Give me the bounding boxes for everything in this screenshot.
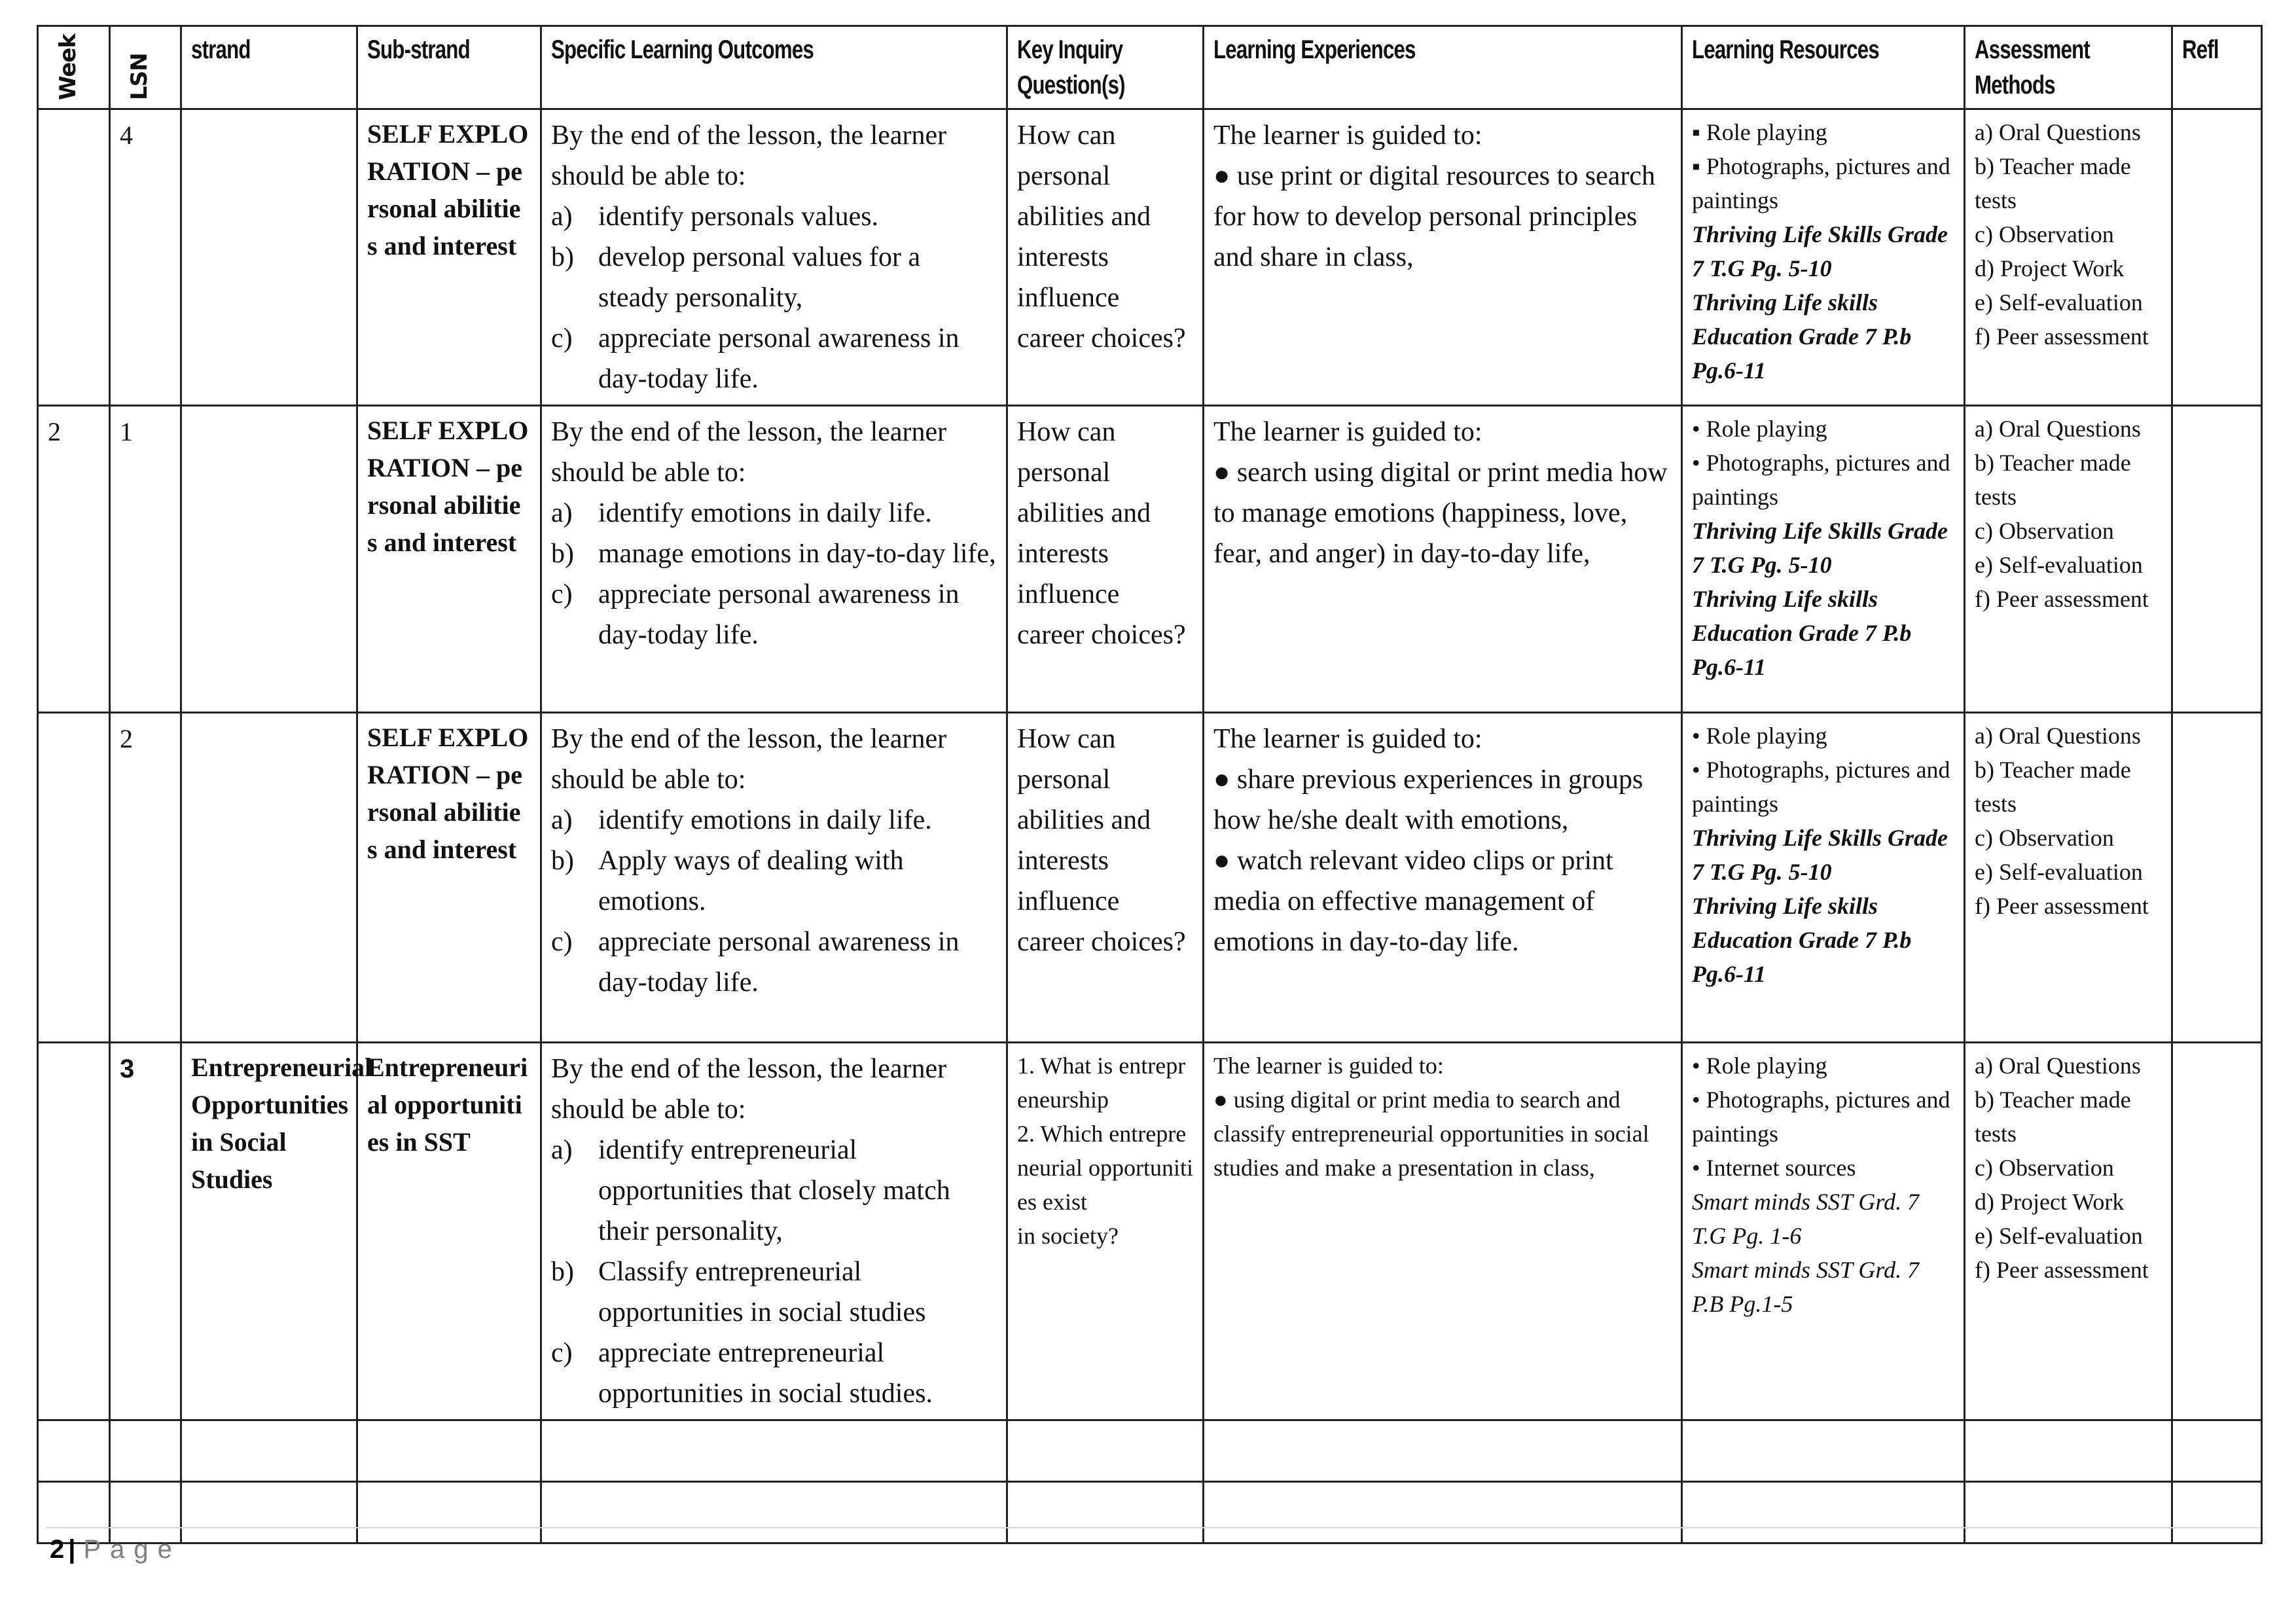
experiences-intro: The learner is guided to: bbox=[1213, 724, 1482, 754]
cell-strand bbox=[181, 713, 357, 1043]
week-value: 2 bbox=[48, 417, 61, 446]
resource-book: Smart minds SST Grd. 7 P.B Pg.1-5 bbox=[1692, 1257, 1920, 1317]
outcome-label: a) bbox=[551, 1135, 573, 1165]
header-lsn bbox=[110, 26, 181, 109]
header-lsn-label: LSN bbox=[126, 53, 152, 100]
cell-key-inquiry bbox=[1007, 406, 1204, 713]
outcome-text: identify entrepreneurial opportunities that closely match their personality, bbox=[598, 1135, 950, 1246]
cell-experiences bbox=[1204, 109, 1682, 406]
cell-sub-strand bbox=[357, 406, 541, 713]
empty-cell bbox=[181, 1420, 357, 1482]
outcome-label: b) bbox=[551, 846, 574, 876]
header-outcomes-label: Specific Learning Outcomes bbox=[551, 35, 814, 64]
header-reflection-label: Refl bbox=[2182, 35, 2219, 64]
assessment-item: b) Teacher made tests bbox=[1975, 450, 2131, 510]
empty-cell bbox=[1965, 1482, 2172, 1543]
empty-cell bbox=[181, 1482, 357, 1543]
cell-sub-strand bbox=[357, 713, 541, 1043]
outcome-item bbox=[551, 574, 997, 655]
header-assessment-label: Assessment Methods bbox=[1975, 35, 2090, 99]
assessment-item: a) Oral Questions bbox=[1975, 119, 2141, 145]
experiences-intro: The learner is guided to: bbox=[1213, 417, 1482, 447]
header-row bbox=[38, 26, 2262, 109]
cell-lsn bbox=[110, 1043, 181, 1420]
empty-cell bbox=[38, 1420, 110, 1482]
table-row bbox=[38, 109, 2262, 406]
table-row bbox=[38, 713, 2262, 1043]
resource-book: Smart minds SST Grd. 7 T.G Pg. 1-6 bbox=[1692, 1189, 1920, 1249]
empty-cell bbox=[110, 1482, 181, 1543]
outcomes-intro: By the end of the lesson, the learner should be able to: bbox=[551, 1054, 947, 1125]
assessment-item: c) Observation bbox=[1975, 518, 2114, 544]
outcome-text: identify emotions in daily life. bbox=[598, 498, 932, 528]
key-inquiry-text: How can personal abilities and interests influence career choices? bbox=[1017, 724, 1186, 957]
assessment-item: f) Peer assessment bbox=[1975, 323, 2149, 350]
empty-cell bbox=[1007, 1420, 1204, 1482]
resource-item: • Role playing bbox=[1692, 1053, 1827, 1079]
resource-item: • Role playing bbox=[1692, 416, 1827, 442]
empty-cell bbox=[38, 1482, 110, 1543]
resource-item: • Photographs, pictures and paintings bbox=[1692, 1087, 1950, 1147]
outcome-label: b) bbox=[551, 242, 574, 272]
outcome-item bbox=[551, 318, 997, 399]
header-resources bbox=[1682, 26, 1965, 109]
outcome-label: c) bbox=[551, 323, 573, 353]
empty-cell bbox=[541, 1482, 1007, 1543]
assessment-item: e) Self-evaluation bbox=[1975, 859, 2143, 885]
header-resources-label: Learning Resources bbox=[1692, 35, 1879, 64]
cell-assessment bbox=[1965, 406, 2172, 713]
header-assessment bbox=[1965, 26, 2172, 109]
cell-week bbox=[38, 109, 110, 406]
cell-outcomes bbox=[541, 713, 1007, 1043]
outcome-text: develop personal values for a steady personality, bbox=[598, 242, 921, 313]
resource-book: Thriving Life Skills Grade 7 T.G Pg. 5-10 bbox=[1692, 518, 1948, 578]
experience-item: ● search using digital or print media how to manage emotions (happiness, love, fear, and anger) in day-to-day life, bbox=[1213, 458, 1668, 569]
outcome-text: identify personals values. bbox=[598, 202, 879, 232]
outcome-text: manage emotions in day-to-day life, bbox=[598, 539, 996, 569]
outcome-item bbox=[551, 840, 997, 922]
header-sub-strand bbox=[357, 26, 541, 109]
cell-week bbox=[38, 1043, 110, 1420]
header-experiences bbox=[1204, 26, 1682, 109]
header-week bbox=[38, 26, 110, 109]
cell-reflection bbox=[2172, 1043, 2262, 1420]
header-outcomes bbox=[541, 26, 1007, 109]
key-inquiry-line: 1. What is entrepreneurship bbox=[1017, 1053, 1186, 1113]
page-label: Page bbox=[83, 1535, 181, 1564]
outcome-label: b) bbox=[551, 1257, 574, 1287]
cell-week bbox=[38, 713, 110, 1043]
cell-outcomes bbox=[541, 1043, 1007, 1420]
cell-strand bbox=[181, 1043, 372, 1420]
outcome-item bbox=[551, 1252, 997, 1333]
cell-assessment bbox=[1965, 109, 2172, 406]
assessment-item: e) Self-evaluation bbox=[1975, 552, 2143, 578]
cell-sub-strand bbox=[357, 1043, 541, 1420]
assessment-item: f) Peer assessment bbox=[1975, 586, 2149, 612]
table-row bbox=[38, 406, 2262, 713]
outcome-item bbox=[551, 1130, 997, 1252]
assessment-item: b) Teacher made tests bbox=[1975, 1087, 2131, 1147]
cell-week bbox=[38, 406, 110, 713]
outcome-item bbox=[551, 800, 997, 840]
outcome-item bbox=[551, 237, 997, 318]
resource-item: ▪ Role playing bbox=[1692, 119, 1827, 145]
experiences-intro: The learner is guided to: bbox=[1213, 120, 1482, 151]
cell-resources bbox=[1682, 406, 1965, 713]
cell-resources bbox=[1682, 1043, 1965, 1420]
empty-cell bbox=[357, 1420, 541, 1482]
empty-cell bbox=[1204, 1420, 1682, 1482]
empty-cell bbox=[1007, 1482, 1204, 1543]
resource-item: • Photographs, pictures and paintings bbox=[1692, 757, 1950, 817]
cell-strand bbox=[181, 109, 357, 406]
cell-assessment bbox=[1965, 1043, 2172, 1420]
cell-reflection bbox=[2172, 109, 2262, 406]
footer-divider bbox=[46, 1527, 2261, 1528]
cell-key-inquiry bbox=[1007, 109, 1204, 406]
cell-assessment bbox=[1965, 713, 2172, 1043]
experience-item: ● using digital or print media to search and classify entrepreneurial opportunities in social studies and make a presentation in class, bbox=[1213, 1087, 1649, 1181]
empty-cell bbox=[2172, 1420, 2262, 1482]
cell-experiences bbox=[1204, 1043, 1682, 1420]
strand-value: Entrepreneurial Opportunities in Social Studies bbox=[191, 1053, 372, 1194]
header-week-label: Week bbox=[54, 33, 81, 100]
page-number: 2 bbox=[50, 1535, 65, 1564]
header-sub-strand-label: Sub-strand bbox=[367, 35, 470, 64]
empty-table-row bbox=[38, 1482, 2262, 1543]
outcomes-intro: By the end of the lesson, the learner should be able to: bbox=[551, 120, 947, 191]
resource-book: Thriving Life skills Education Grade 7 P.b Pg.6-11 bbox=[1692, 289, 1912, 384]
cell-outcomes bbox=[541, 406, 1007, 713]
cell-lsn bbox=[110, 713, 181, 1043]
outcome-label: c) bbox=[551, 927, 573, 957]
outcomes-intro: By the end of the lesson, the learner should be able to: bbox=[551, 724, 947, 795]
assessment-item: f) Peer assessment bbox=[1975, 893, 2149, 919]
outcome-label: a) bbox=[551, 202, 573, 232]
assessment-item: a) Oral Questions bbox=[1975, 1053, 2141, 1079]
assessment-item: a) Oral Questions bbox=[1975, 416, 2141, 442]
experience-item: ● share previous experiences in groups how he/she dealt with emotions, bbox=[1213, 765, 1643, 835]
outcome-label: c) bbox=[551, 579, 573, 609]
header-experiences-label: Learning Experiences bbox=[1213, 35, 1416, 64]
outcomes-intro: By the end of the lesson, the learner should be able to: bbox=[551, 417, 947, 488]
outcome-label: a) bbox=[551, 805, 573, 835]
empty-cell bbox=[357, 1482, 541, 1543]
outcome-text: appreciate personal awareness in day-today life. bbox=[598, 579, 960, 650]
header-strand-label: strand bbox=[191, 35, 251, 64]
assessment-item: c) Observation bbox=[1975, 221, 2114, 247]
assessment-item: f) Peer assessment bbox=[1975, 1257, 2149, 1283]
cell-reflection bbox=[2172, 406, 2262, 713]
scheme-of-work-table bbox=[37, 25, 2263, 1544]
key-inquiry-text: How can personal abilities and interests influence career choices? bbox=[1017, 120, 1186, 353]
empty-table-row bbox=[38, 1420, 2262, 1482]
outcome-item bbox=[551, 196, 997, 237]
table-row bbox=[38, 1043, 2262, 1420]
key-inquiry-line: in society? bbox=[1017, 1223, 1119, 1249]
footer-separator: | bbox=[68, 1535, 76, 1564]
sub-strand-value: Entrepreneurial opportunities in SST bbox=[367, 1053, 528, 1157]
cell-lsn bbox=[110, 109, 181, 406]
assessment-item: b) Teacher made tests bbox=[1975, 153, 2131, 213]
empty-cell bbox=[1682, 1420, 1965, 1482]
cell-resources bbox=[1682, 109, 1965, 406]
lsn-value: 2 bbox=[120, 724, 133, 753]
cell-outcomes bbox=[541, 109, 1007, 406]
cell-strand bbox=[181, 406, 357, 713]
sub-strand-value: SELF EXPLORATION – personal abilities and interest bbox=[367, 416, 529, 557]
cell-reflection bbox=[2172, 713, 2262, 1043]
resource-book: Thriving Life skills Education Grade 7 P.b Pg.6-11 bbox=[1692, 586, 1912, 680]
lsn-value: 1 bbox=[120, 417, 133, 446]
header-key-inquiry bbox=[1007, 26, 1204, 109]
assessment-item: d) Project Work bbox=[1975, 255, 2125, 281]
empty-cell bbox=[1682, 1482, 1965, 1543]
resource-item: ▪ Photographs, pictures and paintings bbox=[1692, 153, 1950, 213]
resource-item: • Role playing bbox=[1692, 723, 1827, 749]
sub-strand-value: SELF EXPLORATION – personal abilities and interest bbox=[367, 119, 529, 261]
cell-sub-strand bbox=[357, 109, 541, 406]
outcome-label: a) bbox=[551, 498, 573, 528]
outcome-item bbox=[551, 533, 997, 574]
page-footer bbox=[50, 1535, 181, 1564]
resource-item: • Photographs, pictures and paintings bbox=[1692, 450, 1950, 510]
empty-cell bbox=[110, 1420, 181, 1482]
outcome-item bbox=[551, 493, 997, 533]
outcome-text: Classify entrepreneurial opportunities in social studies bbox=[598, 1257, 926, 1327]
lsn-value: 4 bbox=[120, 120, 133, 150]
assessment-item: c) Observation bbox=[1975, 825, 2114, 851]
cell-lsn bbox=[110, 406, 181, 713]
outcome-item bbox=[551, 1333, 997, 1414]
experiences-intro: The learner is guided to: bbox=[1213, 1053, 1444, 1079]
experience-item: ● watch relevant video clips or print media on effective management of emotions in day-to-day life. bbox=[1213, 846, 1613, 957]
key-inquiry-text: How can personal abilities and interests influence career choices? bbox=[1017, 417, 1186, 650]
lsn-value: 3 bbox=[120, 1055, 135, 1083]
cell-resources bbox=[1682, 713, 1965, 1043]
outcome-item bbox=[551, 922, 997, 1003]
assessment-item: c) Observation bbox=[1975, 1155, 2114, 1181]
header-reflection bbox=[2172, 26, 2262, 109]
outcome-text: Apply ways of dealing with emotions. bbox=[598, 846, 904, 916]
assessment-item: e) Self-evaluation bbox=[1975, 1223, 2143, 1249]
empty-cell bbox=[1204, 1482, 1682, 1543]
assessment-item: b) Teacher made tests bbox=[1975, 757, 2131, 817]
resource-book: Thriving Life Skills Grade 7 T.G Pg. 5-10 bbox=[1692, 825, 1948, 885]
outcome-text: identify emotions in daily life. bbox=[598, 805, 932, 835]
experience-item: ● use print or digital resources to search for how to develop personal principles and share in class, bbox=[1213, 161, 1655, 272]
header-strand bbox=[181, 26, 357, 109]
cell-experiences bbox=[1204, 406, 1682, 713]
assessment-item: a) Oral Questions bbox=[1975, 723, 2141, 749]
resource-book: Thriving Life skills Education Grade 7 P.b Pg.6-11 bbox=[1692, 893, 1912, 987]
outcome-text: appreciate personal awareness in day-today life. bbox=[598, 323, 960, 394]
assessment-item: e) Self-evaluation bbox=[1975, 289, 2143, 316]
cell-key-inquiry bbox=[1007, 713, 1204, 1043]
assessment-item: d) Project Work bbox=[1975, 1189, 2125, 1215]
outcome-text: appreciate entrepreneurial opportunities in social studies. bbox=[598, 1338, 933, 1409]
empty-cell bbox=[541, 1420, 1007, 1482]
resource-book: Thriving Life Skills Grade 7 T.G Pg. 5-10 bbox=[1692, 221, 1948, 281]
outcome-text: appreciate personal awareness in day-today life. bbox=[598, 927, 960, 998]
header-key-inquiry-label: Key Inquiry Question(s) bbox=[1017, 35, 1125, 99]
empty-cell bbox=[1965, 1420, 2172, 1482]
outcome-label: b) bbox=[551, 539, 574, 569]
sub-strand-value: SELF EXPLORATION – personal abilities and interest bbox=[367, 723, 529, 864]
empty-cell bbox=[2172, 1482, 2262, 1543]
resource-item: • Internet sources bbox=[1692, 1155, 1856, 1181]
cell-experiences bbox=[1204, 713, 1682, 1043]
outcome-label: c) bbox=[551, 1338, 573, 1368]
cell-key-inquiry bbox=[1007, 1043, 1204, 1420]
key-inquiry-line: 2. Which entrepreneurial opportunities exist bbox=[1017, 1121, 1193, 1215]
